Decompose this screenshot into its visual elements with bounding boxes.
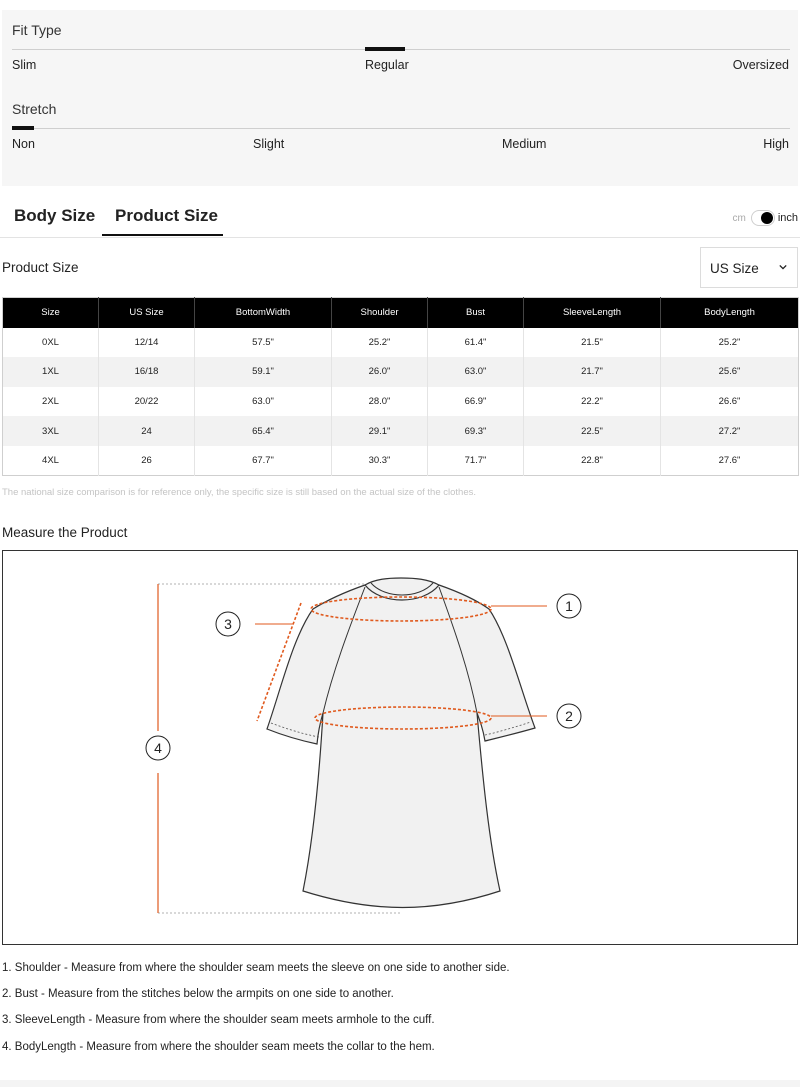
header-us-size: US Size: [99, 298, 195, 328]
unit-switch[interactable]: [751, 210, 775, 226]
header-bust: Bust: [428, 298, 524, 328]
size-disclaimer: The national size comparison is for reference only, the specific size is still based on the actual size of the clothes.: [2, 487, 477, 498]
table-row: [3, 357, 799, 387]
table-cell: 0XL: [3, 328, 99, 358]
stretch-track: [12, 128, 790, 129]
active-tab-underline: [102, 234, 223, 236]
table-cell: 26: [99, 446, 195, 476]
table-cell: 22.8": [524, 446, 661, 476]
fit-type-selected-marker: [365, 47, 405, 51]
size-tabs: [0, 196, 800, 238]
chevron-down-icon: [779, 263, 787, 271]
measure-title: Measure the Product: [2, 525, 128, 540]
table-cell: 16/18: [99, 357, 195, 387]
measure-note-sleeve-length: 3. SleeveLength - Measure from where the shoulder seam meets armhole to the cuff.: [2, 1014, 435, 1026]
table-cell: 4XL: [3, 446, 99, 476]
unit-cm-label[interactable]: cm: [732, 212, 746, 224]
table-cell: 12/14: [99, 328, 195, 358]
header-body-length: BodyLength: [661, 298, 799, 328]
callout-3: 3: [224, 616, 232, 632]
fit-type-title: Fit Type: [12, 22, 62, 38]
table-cell: 25.2": [718, 336, 741, 348]
stretch-option-high: High: [763, 137, 789, 151]
garment-diagram: [3, 551, 797, 944]
table-cell: 25.2": [332, 328, 428, 358]
table-cell: 27.2": [661, 416, 799, 446]
header-size: Size: [3, 298, 99, 328]
unit-toggle: [732, 208, 798, 228]
callout-4: 4: [154, 740, 162, 756]
table-cell: 21.5": [524, 328, 661, 358]
table-cell: 59.1": [195, 357, 332, 387]
table-row: [3, 416, 799, 446]
table-cell: 29.1": [332, 416, 428, 446]
tab-product-size[interactable]: Product Size: [115, 206, 218, 225]
unit-switch-knob: [761, 212, 773, 224]
table-cell: 26.0": [332, 357, 428, 387]
table-row: [3, 446, 799, 476]
table-cell: 57.5": [195, 328, 332, 358]
table-cell: 28.0": [332, 387, 428, 417]
table-cell: 1XL: [3, 357, 99, 387]
fit-panel: [2, 10, 798, 186]
product-size-label: Product Size: [2, 260, 79, 275]
callout-2: 2: [565, 708, 573, 724]
table-cell: 27.6": [718, 454, 741, 466]
header-shoulder: Shoulder: [332, 298, 428, 328]
shirt-outline: [267, 578, 535, 908]
table-cell: 26.6": [718, 395, 741, 407]
table-cell: 22.2": [524, 387, 661, 417]
table-cell: 63.0": [195, 387, 332, 417]
table-cell: 66.9": [428, 387, 524, 417]
table-cell: 30.3": [332, 446, 428, 476]
stretch-option-medium: Medium: [502, 137, 547, 151]
table-cell: 71.7": [428, 446, 524, 476]
table-cell: 2XL: [3, 387, 99, 417]
table-cell: 3XL: [3, 416, 99, 446]
table-row: [3, 328, 799, 358]
stretch-option-non: Non: [12, 137, 35, 151]
callout-1: 1: [565, 598, 573, 614]
table-cell: 20/22: [99, 387, 195, 417]
table-cell: 65.4": [195, 416, 332, 446]
measure-diagram: [2, 550, 798, 945]
stretch-selected-marker: [12, 126, 34, 130]
measure-note-body-length: 4. BodyLength - Measure from where the shoulder seam meets the collar to the hem.: [2, 1041, 435, 1053]
table-cell: 21.7": [524, 357, 661, 387]
stretch-title: Stretch: [12, 101, 57, 117]
table-cell: 24: [99, 416, 195, 446]
tab-body-size[interactable]: Body Size: [14, 206, 96, 225]
table-cell: 22.5": [524, 416, 661, 446]
header-sleeve-length: SleeveLength: [524, 298, 661, 328]
header-bottom-width: BottomWidth: [195, 298, 332, 328]
table-cell: 63.0": [428, 357, 524, 387]
stretch-option-slight: Slight: [253, 137, 285, 151]
measure-note-bust: 2. Bust - Measure from the stitches below the armpits on one side to another.: [2, 988, 394, 1000]
bottom-strip: [0, 1080, 800, 1087]
size-table: [2, 297, 799, 476]
measure-note-shoulder: 1. Shoulder - Measure from where the shoulder seam meets the sleeve on one side to another side.: [2, 962, 510, 974]
table-cell: 25.6": [661, 357, 799, 387]
fit-type-option-regular: Regular: [365, 58, 409, 72]
table-cell: 69.3": [428, 416, 524, 446]
table-header-row: [3, 298, 799, 328]
table-cell: 67.7": [195, 446, 332, 476]
fit-type-option-slim: Slim: [12, 58, 37, 72]
unit-inch-label[interactable]: inch: [777, 212, 798, 224]
table-cell: 61.4": [428, 328, 524, 358]
fit-type-option-oversized: Oversized: [732, 58, 789, 72]
size-system-select[interactable]: [700, 247, 798, 288]
size-system-select-value: US Size: [710, 261, 759, 276]
table-row: [3, 387, 799, 417]
